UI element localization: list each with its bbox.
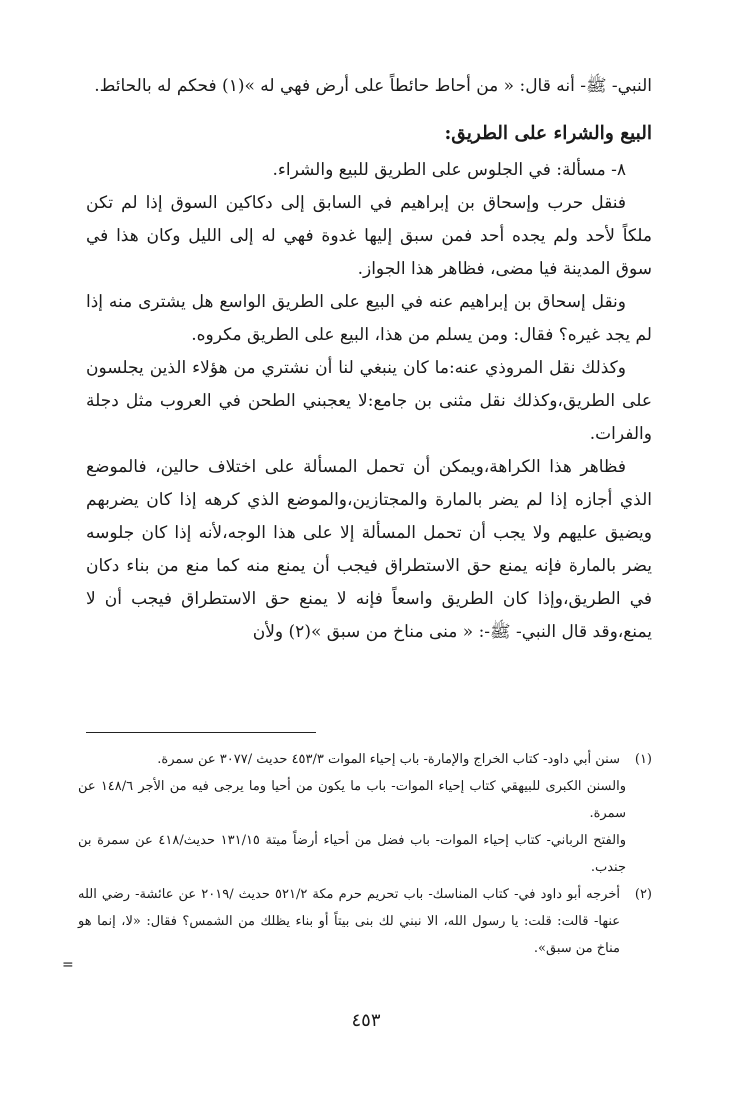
footnote-1 (78, 746, 652, 773)
footnote-number: (٢) (634, 887, 652, 902)
footnote-text: والفتح الرباني- كتاب إحياء الموات- باب فضل من أحياء أرضاً ميتة ١٣١/١٥ حديث/٤١٨ عن سمرة بن جندب. (78, 833, 626, 875)
footnote-number: (١) (634, 752, 652, 767)
section-heading: البيع والشراء على الطريق: (444, 123, 652, 144)
page-number: ٤٥٣ (351, 1010, 381, 1031)
continuation-mark: = (62, 957, 74, 973)
paragraph-conclusion: فظاهر هذا الكراهة،ويمكن أن تحمل المسألة على اختلاف حالين، فالموضع الذي أجازه إذا لم يضر بالمارة والمجتازين،والموضع الذي كرهه إذا كان يضربهم ويضيق عليهم ولا يجب أن تحمل المسألة إلا على هذا الوجه،لأنه إذا كان جلوسه يضر بالمارة فإنه يمنع حق الاستطراق فيجب أن يمنع منه كما منع من بناء دكان في الطريق،وإذا كان الطريق واسعاً فإنه لا يمنع حق الاستطراق فيجب أن لا يمنع،وقد قال النبي- ﷺ-: « منى مناخ من سبق »(٢) ولأن (86, 457, 653, 642)
paragraph-marwazi: وكذلك نقل المروذي عنه:ما كان ينبغي لنا أن نشتري من هؤلاء الذين يجلسون على الطريق،وكذلك نقل مثنى بن جامع:لا يعجبني الطحن في العروب مثل دجلة والفرات. (86, 358, 652, 444)
footnote-text: سنن أبي داود- كتاب الخراج والإمارة- باب إحياء الموات ٤٥٣/٣ حديث /٣٠٧٧ عن سمرة. (157, 752, 620, 767)
footnote-text: أخرجه أبو داود في- كتاب المناسك- باب تحريم حرم مكة ٥٢١/٢ حديث /٢٠١٩ عن عائشة- رضي الله عنها- قالت: قلت: يا رسول الله، الا نبني لك بنى بيتاً أو بناء يظلك من الشمس؟ فقال: «لا، إنما هو مناخ من سبق». (78, 887, 621, 956)
paragraph-ishaq: ونقل إسحاق بن إبراهيم عنه في البيع على الطريق الواسع هل يشترى منه إذا لم يجد غيره؟ فقال: ومن يسلم من هذا، البيع على الطريق مكروه. (86, 292, 652, 345)
paragraph-continued: النبي- ﷺ- أنه قال: « من أحاط حائطاً على أرض فهي له »(١) فحكم له بالحائط. (94, 76, 652, 96)
main-text (86, 70, 652, 649)
footnote-2 (78, 881, 652, 962)
footnotes (78, 746, 652, 962)
issue-statement: ٨- مسألة: في الجلوس على الطريق للبيع والشراء. (272, 160, 626, 180)
footnote-separator (86, 732, 316, 733)
paragraph-harb: فنقل حرب وإسحاق بن إبراهيم في السابق إلى دكاكين السوق إذا لم تكن ملكاً لأحد ولم يجده أحد فمن سبق إليها غدوة فهي له إلى الليل وكان هذا في سوق المدينة فيا مضى، فظاهر هذا الجواز. (86, 193, 652, 279)
footnote-text: والسنن الكبرى للبيهقي كتاب إحياء الموات- باب ما يكون من أحيا وما يرجى فيه من الأجر ١٤٨/٦ عن سمرة. (78, 779, 626, 821)
